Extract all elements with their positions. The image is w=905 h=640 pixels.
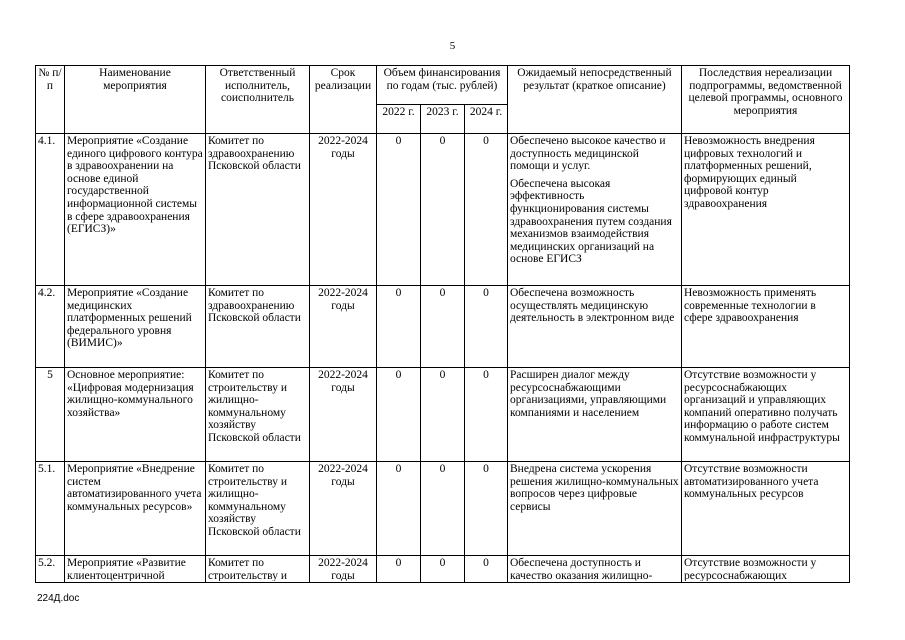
- program-measures-table: [35, 65, 850, 583]
- row-value-2023: 0: [421, 462, 465, 556]
- row-num: 4.2.: [36, 286, 65, 368]
- row-value-2023: 0: [421, 134, 465, 286]
- row-name-text: Мероприятие «Развитие клиентоцентричной: [67, 557, 186, 581]
- row-result-text: Обеспечена доступность и качество оказания жилищно-: [510, 557, 653, 581]
- row-value-2022: 0: [377, 134, 421, 286]
- table-row: [36, 286, 850, 368]
- row-value-2023: 0: [421, 556, 465, 583]
- table-header-row: [36, 66, 850, 105]
- row-result-paragraph: Обеспечена высокая эффективность функционирования системы здравоохранения путем создания механизмов взаимодействия медицинских организаций на основе ЕГИСЗ: [510, 177, 672, 266]
- row-consequences-text: Отсутствие возможности у ресурсоснабжающих: [684, 557, 817, 581]
- row-value-2022: 0: [377, 286, 421, 368]
- row-consequences: Невозможность применять современные технологии в сфере здравоохранения: [682, 286, 850, 368]
- header-year-2024: 2024 г.: [465, 105, 508, 134]
- header-term: Срок реализации: [310, 66, 377, 134]
- row-responsible: Комитет по здравоохранению Псковской области: [206, 134, 310, 286]
- row-name: Мероприятие «Внедрение систем автоматизированного учета коммунальных ресурсов»: [65, 462, 206, 556]
- row-result: [508, 134, 682, 286]
- row-num: 5.2.: [36, 556, 65, 583]
- row-value-2022: 0: [377, 556, 421, 583]
- table-row: [36, 134, 850, 286]
- row-result-paragraph: Обеспечено высокое качество и доступность медицинской помощи и услуг.: [510, 135, 666, 173]
- row-responsible: Комитет по здравоохранению Псковской области: [206, 286, 310, 368]
- header-num: № п/п: [36, 66, 65, 134]
- header-year-2023: 2023 г.: [421, 105, 465, 134]
- row-value-2022: 0: [377, 368, 421, 462]
- header-year-2022: 2022 г.: [377, 105, 421, 134]
- row-responsible: Комитет по строительству и жилищно-коммунальному хозяйству Псковской области: [206, 462, 310, 556]
- header-consequences: Последствия нереализации подпрограммы, ведомственной целевой программы, основного мероприятия: [682, 66, 850, 134]
- row-term: 2022-2024 годы: [310, 134, 377, 286]
- row-value-2024: 0: [465, 134, 508, 286]
- row-value-2024: 0: [465, 462, 508, 556]
- row-result: [508, 556, 682, 583]
- row-result: Внедрена система ускорения решения жилищно-коммунальных вопросов через цифровые сервисы: [508, 462, 682, 556]
- footer-filename: 224Д.doc: [37, 593, 80, 604]
- row-value-2023: 0: [421, 368, 465, 462]
- row-term-text: 2022-2024 годы: [318, 557, 368, 581]
- row-num: 4.1.: [36, 134, 65, 286]
- row-term: 2022-2024 годы: [310, 368, 377, 462]
- row-name: Основное мероприятие: «Цифровая модернизация жилищно-коммунального хозяйства»: [65, 368, 206, 462]
- row-responsible: Комитет по строительству и жилищно-коммунальному хозяйству Псковской области: [206, 368, 310, 462]
- row-result: Расширен диалог между ресурсоснабжающими организациями, управляющими компаниями и населением: [508, 368, 682, 462]
- row-term: [310, 556, 377, 583]
- row-value-2024: 0: [465, 368, 508, 462]
- row-responsible-text: Комитет по строительству и: [208, 557, 287, 581]
- row-consequences: Невозможность внедрения цифровых технологий и платформенных решений, формирующих единый цифровой контур здравоохранения: [682, 134, 850, 286]
- row-name: Мероприятие «Создание медицинских платформенных решений федерального уровня (ВИМИС)»: [65, 286, 206, 368]
- table-row: [36, 556, 850, 583]
- row-result: Обеспечена возможность осуществлять медицинскую деятельность в электронном виде: [508, 286, 682, 368]
- page-number: 5: [449, 40, 456, 52]
- row-consequences: Отсутствие возможности у ресурсоснабжающих организаций и управляющих компаний оперативно получать информацию о работе систем коммунальной инфраструктуры: [682, 368, 850, 462]
- row-consequences: [682, 556, 850, 583]
- header-result: Ожидаемый непосредственный результат (краткое описание): [508, 66, 682, 134]
- row-term: 2022-2024 годы: [310, 462, 377, 556]
- row-responsible: [206, 556, 310, 583]
- row-value-2024: 0: [465, 286, 508, 368]
- row-num: 5.1.: [36, 462, 65, 556]
- row-consequences: Отсутствие возможности автоматизированного учета коммунальных ресурсов: [682, 462, 850, 556]
- table-row: [36, 462, 850, 556]
- row-value-2023: 0: [421, 286, 465, 368]
- row-value-2022: 0: [377, 462, 421, 556]
- header-budget: Объем финансирования по годам (тыс. рублей): [377, 66, 508, 105]
- row-name: [65, 556, 206, 583]
- row-term: 2022-2024 годы: [310, 286, 377, 368]
- row-num: 5: [36, 368, 65, 462]
- row-value-2024: 0: [465, 556, 508, 583]
- header-responsible: Ответственный исполнитель, соисполнитель: [206, 66, 310, 134]
- table-row: [36, 368, 850, 462]
- row-name: Мероприятие «Создание единого цифрового контура в здравоохранении на основе единой государственной информационной системы в сфере здравоохранения (ЕГИСЗ)»: [65, 134, 206, 286]
- header-name: Наименование мероприятия: [65, 66, 206, 134]
